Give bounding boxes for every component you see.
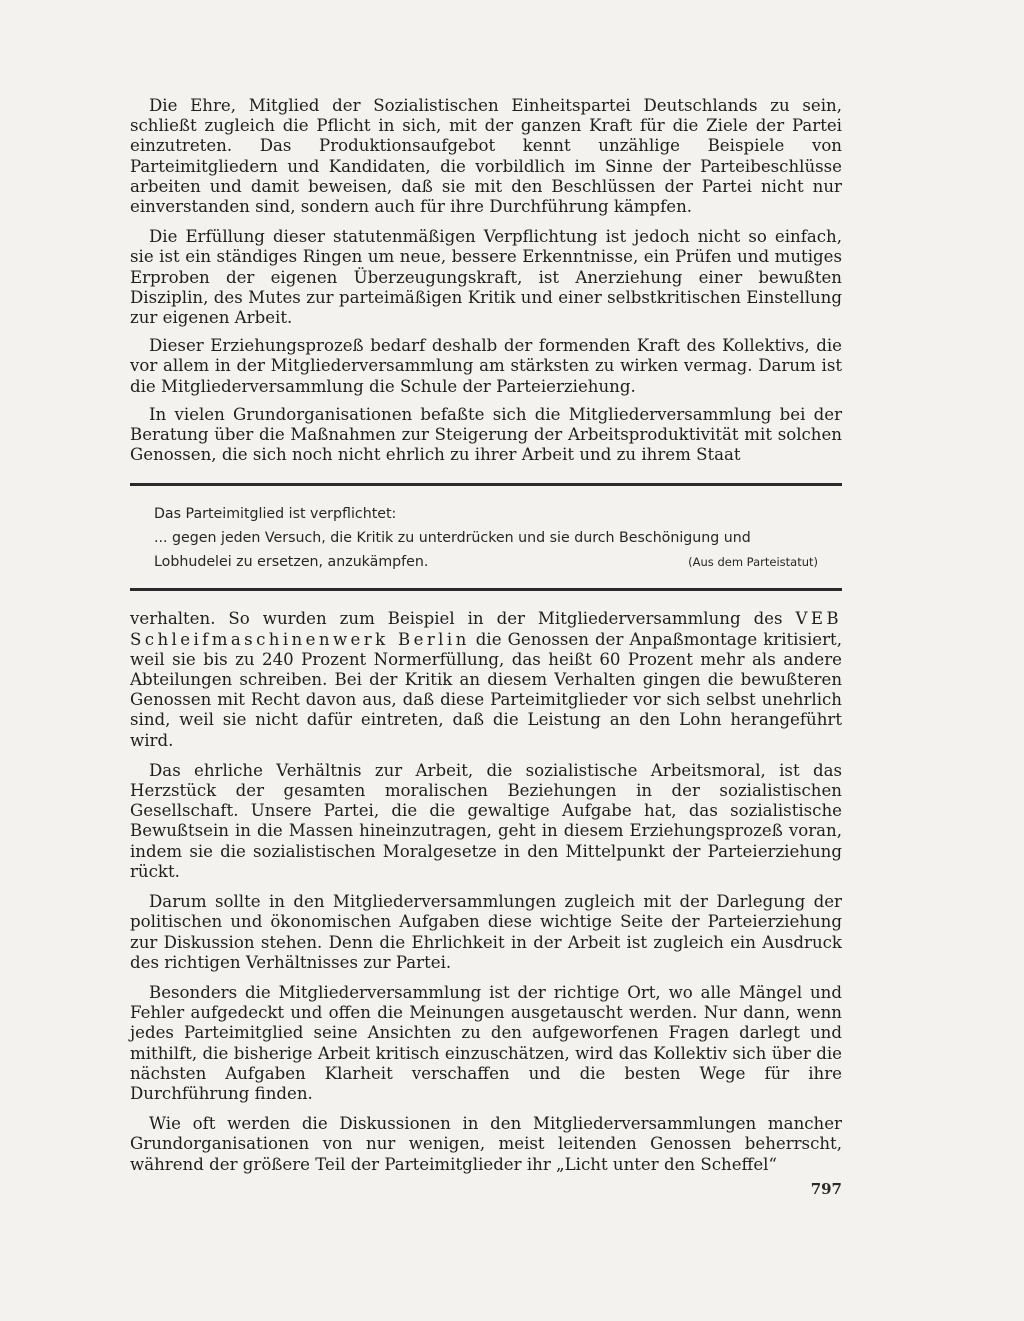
page-body [130, 96, 843, 1198]
quote-box-heading: Das Parteimitglied ist verpflichtet: [154, 506, 397, 523]
paragraph-9: Wie oft werden die Diskussionen in den Mitgliederversammlungen mancher Grundorganisationen von nur wenigen, meist leitenden Genossen beherrscht, während der größere Teil der Parteimitglieder ihr „Licht unter den Scheffel“ [130, 1114, 842, 1174]
page-number: 797 [810, 1180, 842, 1198]
quote-source: (Aus dem Parteistatut) [688, 555, 818, 570]
paragraph-3: Dieser Erziehungsprozeß bedarf deshalb der formenden Kraft des Kollektivs, die vor allem in der Mitgliederversammlung am stärksten zu wirken vermag. Darum ist die Mitgliederversammlung die Schule der Parteierziehung. [130, 336, 842, 396]
quote-last-line [154, 550, 818, 574]
paragraph-8: Besonders die Mitgliederversammlung ist der richtige Ort, wo alle Mängel und Fehler aufgedeckt und offen die Meinungen ausgetauscht werden. Nur dann, wenn jedes Parteimitglied seine Ansichten zu den aufgeworfenen Fragen darlegt und mithilft, die bisherige Arbeit kritisch einzuschätzen, wird das Kollektiv sich über die nächsten Aufgaben Klarheit verschaffen und die besten Wege für ihre Durchführung finden. [130, 982, 842, 1103]
company-name: VEB Schleifmaschinenwerk Berlin [130, 609, 842, 649]
paragraph-1: Die Ehre, Mitglied der Sozialistischen Einheitspartei Deutschlands zu sein, schließt zugleich die Pflicht in sich, mit der ganzen Kraft für die Ziele der Partei einzutreten. Das Produktionsaufgebot kennt unzählige Beispiele von Parteimitgliedern und Kandidaten, die vorbildlich im Sinne der Parteibeschlüsse arbeiten und damit beweisen, daß sie mit den Beschlüssen der Partei nicht nur einverstanden sind, sondern auch für ihre Durchführung kämpfen. [130, 96, 842, 217]
quote-text-line-2: Lobhudelei zu ersetzen, anzukämpfen. [154, 554, 429, 571]
statute-quote-box [130, 483, 842, 591]
quote-text-line-1: ... gegen jeden Versuch, die Kritik zu unterdrücken und sie durch Beschönigung und [154, 530, 751, 547]
paragraph-6: Das ehrliche Verhältnis zur Arbeit, die sozialistische Arbeitsmoral, ist das Herzstück der gesamten moralischen Beziehungen in der sozialistischen Gesellschaft. Unsere Partei, die die gewaltige Aufgabe hat, das sozialistische Bewußtsein in die Massen hineinzutragen, geht in diesem Erziehungsprozeß voran, indem sie die sozialistischen Moralgesetze in den Mittelpunkt der Parteierziehung rückt. [130, 760, 842, 881]
paragraph-2: Die Erfüllung dieser statutenmäßigen Verpflichtung ist jedoch nicht so einfach, sie ist ein ständiges Ringen um neue, bessere Erkenntnisse, ein Prüfen und mutiges Erproben der eigenen Überzeugungskraft, ist Anerziehung einer bewußten Disziplin, des Mutes zur parteimäßigen Kritik und einer selbstkritischen Einstellung zur eigenen Arbeit. [130, 227, 842, 328]
paragraph-5 [130, 609, 842, 750]
paragraph-4: In vielen Grundorganisationen befaßte sich die Mitgliederversammlung bei der Beratung über die Maßnahmen zur Steigerung der Arbeitsproduktivität mit solchen Genossen, die sich noch nicht ehrlich zu ihrer Arbeit und zu ihrem Staat [130, 404, 842, 465]
paragraph-7: Darum sollte in den Mitgliederversammlungen zugleich mit der Darlegung der politischen und ökonomischen Aufgaben diese wichtige Seite der Parteierziehung zur Diskussion stehen. Denn die Ehrlichkeit in der Arbeit ist zugleich ein Ausdruck des richtigen Verhältnisses zur Partei. [130, 892, 842, 972]
paragraph-5-end: die Genossen der Anpaßmontage kritisiert, weil sie bis zu 240 Prozent Normerfüllung, das heißt 60 Prozent mehr als andere Abteilungen schreiben. Bei der Kritik an diesem Verhalten gingen die bewußteren Genossen mit Recht davon aus, daß diese Parteimitglieder vor sich selbst unehrlich sind, weil sie nicht dafür eintreten, daß die Leistung an den Lohn herangeführt wird. [130, 629, 843, 750]
paragraph-5-start: verhalten. So wurden zum Beispiel in der Mitgliederversammlung des [130, 609, 783, 629]
